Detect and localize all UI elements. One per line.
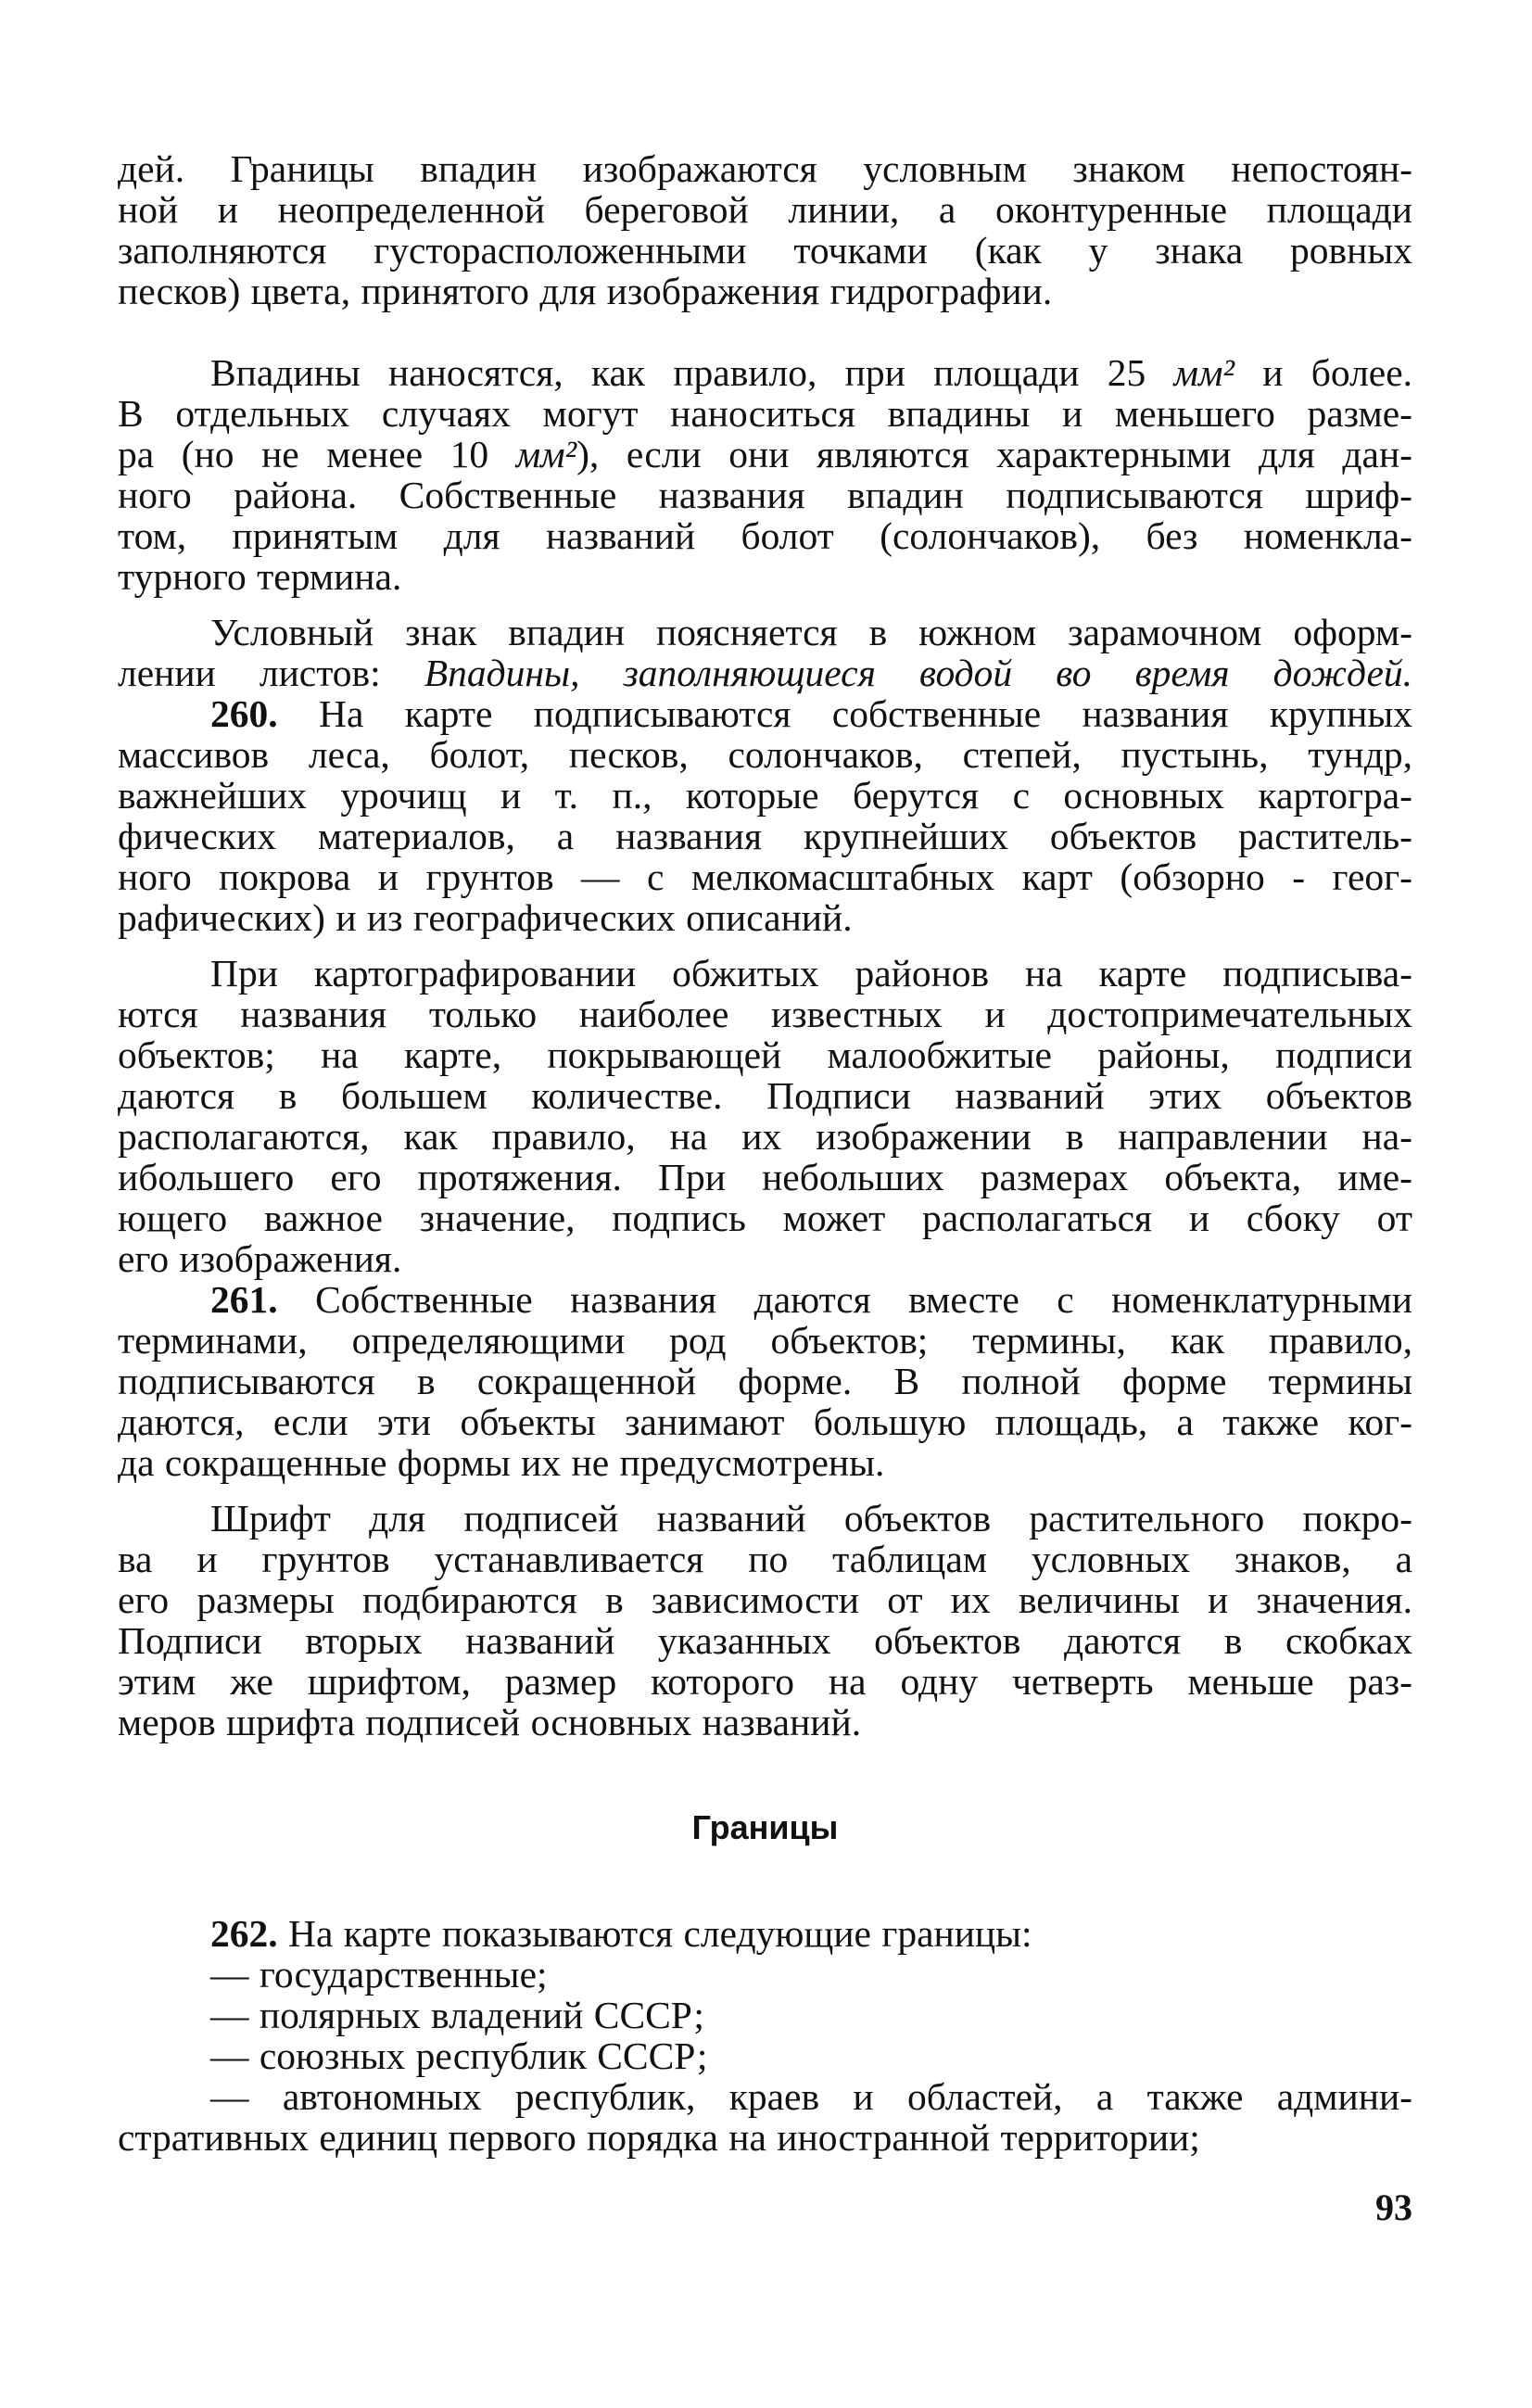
- page-number: 93: [1375, 2186, 1412, 2228]
- list-item: — союзных республик СССР;: [210, 2034, 708, 2077]
- text-line: рафических) и из географических описаний.: [118, 896, 853, 939]
- text-line: [118, 1913, 1412, 1954]
- section-heading: Границы: [691, 1808, 839, 1846]
- unit-mm2: мм²: [515, 433, 577, 475]
- paragraph-depressions-borders: [118, 148, 1412, 311]
- text-line: песков) цвета, принятого для изображения гидрографии.: [118, 270, 1053, 312]
- text-line: Шрифт для подписей названий объектов растительного покро-: [210, 1497, 1412, 1540]
- text-line: ной и неопределенной береговой линии, а оконтуренные площади: [118, 188, 1412, 231]
- text-line: турного термина.: [118, 555, 402, 598]
- text-line: ющего важное значение, подпись может располагаться и сбоку от: [118, 1197, 1412, 1239]
- text-line: терминами, определяющими род объектов; термины, как правило,: [118, 1319, 1412, 1362]
- text-line: том, принятым для названий болот (солончаков), без номенкла-: [118, 514, 1412, 557]
- text-segment: Впадины наносятся, как правило, при площади 25: [210, 351, 1174, 394]
- text-line: важнейших урочищ и т. п., которые берутся с основных картогра-: [118, 774, 1412, 817]
- text-line: массивов леса, болот, песков, солончаков, степей, пустынь, тундр,: [118, 733, 1412, 776]
- text-line: При картографировании обжитых районов на карте подписыва-: [210, 952, 1412, 995]
- unit-mm2: мм²: [1173, 351, 1234, 394]
- text-segment: На карте подписываются собственные названия крупных: [277, 692, 1412, 735]
- text-line: [118, 352, 1412, 393]
- section-number: 260.: [210, 692, 278, 735]
- text-line: фических материалов, а названия крупнейших объектов раститель-: [118, 815, 1412, 857]
- text-line: его размеры подбираются в зависимости от их величины и значения.: [118, 1578, 1412, 1621]
- text-line: ного покрова и грунтов — с мелкомасштабных карт (обзорно - геог-: [118, 855, 1412, 898]
- legend-caption: Впадины, заполняющиеся водой во время дождей.: [424, 652, 1412, 694]
- paragraph-populated-areas: [118, 953, 1412, 1279]
- text-line: стративных единиц первого порядка на иностранной территории;: [118, 2116, 1200, 2159]
- paragraph-262: [118, 1913, 1412, 2158]
- text-line: [118, 653, 1412, 693]
- text-line: В отдельных случаях могут наноситься впадины и меньшего разме-: [118, 392, 1412, 435]
- paragraph-261: [118, 1279, 1412, 1483]
- paragraph-font-rules: [118, 1498, 1412, 1743]
- text-line: заполняются густорасположенными точками (как у знака ровных: [118, 229, 1412, 272]
- text-line: подписываются в сокращенной форме. В полной форме термины: [118, 1360, 1412, 1402]
- list-item: — полярных владений СССР;: [210, 1994, 704, 2036]
- document-page: [118, 148, 1412, 2158]
- paragraph-legend-note: [118, 612, 1412, 693]
- text-line: меров шрифта подписей основных названий.: [118, 1701, 862, 1743]
- text-segment: ), если они являются характерными для дан-: [576, 433, 1412, 475]
- list-item: — государственные;: [210, 1953, 548, 1996]
- text-line: [118, 434, 1412, 475]
- text-line: даются, если эти объекты занимают большую площадь, а также ког-: [118, 1400, 1412, 1443]
- text-segment: ра (но не менее 10: [118, 433, 516, 475]
- text-line: Условный знак впадин поясняется в южном зарамочном оформ-: [210, 611, 1412, 653]
- text-line: да сокращенные формы их не предусмотрены.: [118, 1441, 885, 1484]
- text-line: этим же шрифтом, размер которого на одну четверть меньше раз-: [118, 1660, 1412, 1703]
- paragraph-260: [118, 693, 1412, 938]
- section-number: 261.: [210, 1278, 278, 1321]
- text-segment: лении листов:: [118, 652, 424, 694]
- list-item: — автономных республик, краев и областей, а также админи-: [210, 2075, 1412, 2118]
- text-line: ва и грунтов устанавливается по таблицам условных знаков, а: [118, 1538, 1412, 1580]
- text-line: ибольшего его протяжения. При небольших размерах объекта, име-: [118, 1156, 1412, 1198]
- text-line: его изображения.: [118, 1237, 402, 1280]
- text-segment: и более.: [1234, 351, 1412, 394]
- text-segment: На карте показываются следующие границы:: [277, 1912, 1032, 1955]
- text-line: [118, 1279, 1412, 1320]
- text-line: ются названия только наиболее известных и достопримечательных: [118, 993, 1412, 1035]
- text-line: дей. Границы впадин изображаются условным знаком непостоян-: [118, 147, 1412, 190]
- text-line: даются в большем количестве. Подписи названий этих объектов: [118, 1074, 1412, 1117]
- text-line: объектов; на карте, покрывающей малообжитые районы, подписи: [118, 1033, 1412, 1076]
- text-line: располагаются, как правило, на их изображении в направлении на-: [118, 1115, 1412, 1158]
- text-line: ного района. Собственные названия впадин подписываются шриф-: [118, 474, 1412, 516]
- text-segment: Собственные названия даются вместе с номенклатурными: [277, 1278, 1412, 1321]
- text-line: Подписи вторых названий указанных объектов даются в скобках: [118, 1619, 1412, 1662]
- text-line: [118, 693, 1412, 734]
- paragraph-depressions-size: [118, 352, 1412, 597]
- section-number: 262.: [210, 1912, 278, 1955]
